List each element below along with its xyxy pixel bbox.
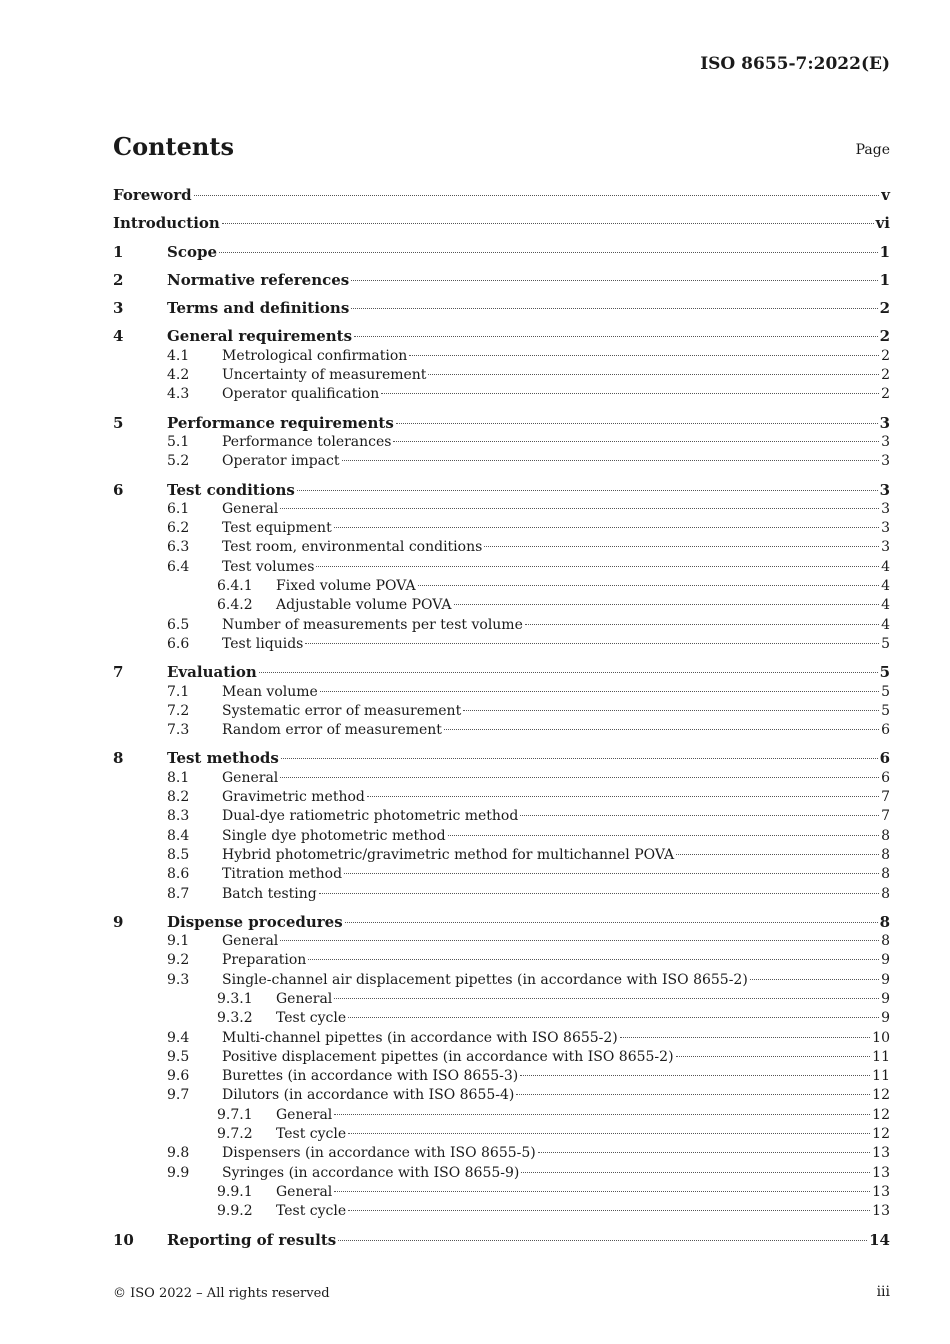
toc-entry[interactable] bbox=[113, 414, 890, 433]
toc-entry-number: 9.8 bbox=[167, 1145, 190, 1162]
toc-entry-title[interactable]: Batch testing bbox=[222, 885, 317, 902]
toc-entry-number: 10 bbox=[113, 1230, 134, 1249]
toc-entry-number: 9.5 bbox=[167, 1048, 190, 1065]
toc-entry-page[interactable]: 9 bbox=[881, 1010, 890, 1027]
dot-leader bbox=[334, 1191, 870, 1192]
toc-entry[interactable] bbox=[113, 299, 890, 318]
toc-entry-title[interactable]: Uncertainty of measurement bbox=[222, 367, 427, 384]
toc-entry[interactable] bbox=[113, 558, 890, 577]
toc-entry-title[interactable]: Systematic error of measurement bbox=[222, 702, 462, 719]
toc-entry-title[interactable]: Syringes (in accordance with ISO 8655-9) bbox=[222, 1164, 520, 1181]
toc-entry[interactable] bbox=[113, 596, 890, 615]
toc-entry[interactable] bbox=[113, 1086, 890, 1105]
contents-heading: Contents bbox=[113, 132, 234, 161]
dot-leader bbox=[393, 441, 879, 442]
dot-leader bbox=[367, 796, 879, 797]
toc-entry-page[interactable]: 1 bbox=[879, 242, 890, 261]
toc-entry-title[interactable]: Performance tolerances bbox=[222, 433, 392, 450]
toc-entry-page[interactable]: 7 bbox=[881, 808, 890, 825]
toc-entry-page[interactable]: 13 bbox=[872, 1164, 890, 1181]
toc-entry[interactable] bbox=[113, 885, 890, 904]
toc-entry-number: 6.5 bbox=[167, 616, 190, 633]
dot-leader bbox=[345, 922, 878, 923]
toc-entry-page[interactable]: 13 bbox=[872, 1145, 890, 1162]
toc-entry[interactable] bbox=[113, 913, 890, 932]
toc-entry[interactable] bbox=[113, 1048, 890, 1067]
toc-entry-title[interactable]: Preparation bbox=[222, 952, 307, 969]
toc-entry-page[interactable]: 12 bbox=[872, 1106, 890, 1123]
toc-entry[interactable] bbox=[113, 243, 890, 262]
toc-entry-page[interactable]: 2 bbox=[879, 299, 890, 318]
toc-entry[interactable] bbox=[113, 347, 890, 366]
toc-entry[interactable] bbox=[113, 721, 890, 740]
dot-leader bbox=[454, 604, 880, 605]
toc-entry-title[interactable]: Normative references bbox=[167, 270, 350, 289]
dot-leader bbox=[463, 710, 879, 711]
toc-entry-title[interactable]: Dilutors (in accordance with ISO 8655-4) bbox=[222, 1087, 515, 1104]
toc-entry[interactable] bbox=[113, 951, 890, 970]
toc-entry-number: 5 bbox=[113, 413, 124, 432]
toc-entry-number: 9.7.1 bbox=[217, 1106, 253, 1123]
toc-entry-number: 6.4.2 bbox=[217, 597, 253, 614]
toc-entry-page[interactable]: 4 bbox=[881, 616, 890, 633]
dot-leader bbox=[348, 1133, 870, 1134]
toc-entry-title[interactable]: Dual-dye ratiometric photometric method bbox=[222, 808, 519, 825]
dot-leader bbox=[620, 1037, 870, 1038]
dot-leader bbox=[316, 566, 879, 567]
dot-leader bbox=[396, 423, 878, 424]
toc-entry-page[interactable]: 11 bbox=[872, 1048, 890, 1065]
dot-leader bbox=[351, 308, 877, 309]
toc-entry-number: 8.6 bbox=[167, 866, 190, 883]
toc-entry-page[interactable]: 8 bbox=[881, 827, 890, 844]
dot-leader bbox=[344, 873, 879, 874]
toc-entry-page[interactable]: 3 bbox=[881, 453, 890, 470]
toc-entry-title[interactable]: Test room, environmental conditions bbox=[222, 539, 483, 556]
toc-entry-page[interactable]: 3 bbox=[881, 520, 890, 537]
toc-entry-number: 6.6 bbox=[167, 635, 190, 652]
dot-leader bbox=[418, 585, 880, 586]
toc-entry[interactable] bbox=[113, 769, 890, 788]
toc-entry-number: 6.2 bbox=[167, 520, 190, 537]
toc-entry-number: 9.4 bbox=[167, 1029, 190, 1046]
toc-entry-page[interactable]: 8 bbox=[881, 846, 890, 863]
toc-entry[interactable] bbox=[113, 327, 890, 346]
toc-entry-page[interactable]: 4 bbox=[881, 597, 890, 614]
toc-entry[interactable] bbox=[113, 481, 890, 500]
toc-entry-title[interactable]: Dispensers (in accordance with ISO 8655-5) bbox=[222, 1145, 536, 1162]
toc-entry-title[interactable]: General bbox=[222, 933, 279, 950]
toc-entry-number: 1 bbox=[113, 242, 124, 261]
dot-leader bbox=[259, 672, 878, 673]
dot-leader bbox=[280, 940, 879, 941]
dot-leader bbox=[194, 195, 880, 196]
toc-entry[interactable] bbox=[113, 616, 890, 635]
toc-entry-page[interactable]: 3 bbox=[881, 433, 890, 450]
toc-entry-title[interactable]: General requirements bbox=[167, 327, 353, 346]
toc-entry-page[interactable]: 3 bbox=[881, 539, 890, 556]
toc-entry-number: 8.5 bbox=[167, 846, 190, 863]
toc-entry[interactable] bbox=[113, 788, 890, 807]
toc-entry[interactable] bbox=[113, 865, 890, 884]
toc-entry-page[interactable]: 2 bbox=[881, 367, 890, 384]
toc-entry-page[interactable]: 13 bbox=[872, 1183, 890, 1200]
toc-entry-title[interactable]: General bbox=[276, 1106, 333, 1123]
toc-entry-number: 6.4 bbox=[167, 558, 190, 575]
toc-entry[interactable] bbox=[113, 452, 890, 471]
toc-entry-page[interactable]: 8 bbox=[881, 866, 890, 883]
toc-entry-number: 6.4.1 bbox=[217, 578, 253, 595]
toc-entry-title[interactable]: General bbox=[222, 769, 279, 786]
dot-leader bbox=[516, 1094, 870, 1095]
dot-leader bbox=[444, 729, 879, 730]
toc-entry-page[interactable]: 6 bbox=[881, 769, 890, 786]
toc-entry-title[interactable]: Terms and definitions bbox=[167, 299, 350, 318]
toc-entry-number: 6 bbox=[113, 480, 124, 499]
toc-entry[interactable] bbox=[113, 385, 890, 404]
toc-entry[interactable] bbox=[113, 663, 890, 682]
toc-entry-number: 8.4 bbox=[167, 827, 190, 844]
toc-entry-number: 8.1 bbox=[167, 769, 190, 786]
dot-leader bbox=[354, 336, 878, 337]
toc-entry-number: 7.3 bbox=[167, 722, 190, 739]
toc-entry-number: 8.7 bbox=[167, 885, 190, 902]
table-of-contents bbox=[113, 186, 890, 1250]
toc-entry-page[interactable]: 9 bbox=[881, 971, 890, 988]
toc-entry-number: 4.3 bbox=[167, 386, 190, 403]
dot-leader bbox=[320, 691, 879, 692]
toc-entry-number: 9 bbox=[113, 912, 124, 931]
dot-leader bbox=[348, 1210, 870, 1211]
toc-entry-page[interactable]: 5 bbox=[879, 663, 890, 682]
toc-entry-title[interactable]: Test conditions bbox=[167, 480, 295, 499]
toc-entry-title[interactable]: Single dye photometric method bbox=[222, 827, 446, 844]
toc-entry[interactable] bbox=[113, 1164, 890, 1183]
toc-entry-title[interactable]: General bbox=[222, 500, 279, 517]
toc-entry-title[interactable]: Metrological confirmation bbox=[222, 347, 408, 364]
toc-entry-number: 8 bbox=[113, 749, 124, 768]
dot-leader bbox=[280, 508, 879, 509]
page-column-label: Page bbox=[855, 142, 890, 158]
toc-entry-title[interactable]: Mean volume bbox=[222, 683, 318, 700]
toc-entry[interactable] bbox=[113, 1106, 890, 1125]
toc-entry-page[interactable]: v bbox=[881, 186, 890, 204]
toc-entry-number: 8.2 bbox=[167, 789, 190, 806]
toc-entry-title[interactable]: Single-channel air displacement pipettes (in accordance with ISO 8655-2) bbox=[222, 971, 748, 988]
toc-entry-page[interactable]: 6 bbox=[881, 722, 890, 739]
toc-entry[interactable] bbox=[113, 1029, 890, 1048]
toc-entry-number: 9.2 bbox=[167, 952, 190, 969]
toc-entry-page[interactable]: 1 bbox=[879, 270, 890, 289]
toc-entry-number: 9.9.2 bbox=[217, 1203, 253, 1220]
toc-entry-title[interactable]: Operator qualification bbox=[222, 386, 380, 403]
dot-leader bbox=[280, 777, 879, 778]
toc-entry-page[interactable]: vi bbox=[875, 214, 890, 233]
toc-entry[interactable] bbox=[113, 635, 890, 654]
toc-entry[interactable] bbox=[113, 500, 890, 519]
dot-leader bbox=[334, 998, 879, 999]
toc-entry-title[interactable]: Multi-channel pipettes (in accordance with ISO 8655-2) bbox=[222, 1029, 618, 1046]
dot-leader bbox=[305, 643, 879, 644]
toc-entry-number: 9.9.1 bbox=[217, 1183, 253, 1200]
dot-leader bbox=[520, 815, 879, 816]
toc-entry-page[interactable]: 10 bbox=[872, 1029, 890, 1046]
toc-entry-title[interactable]: Test liquids bbox=[222, 635, 304, 652]
toc-entry-number: 8.3 bbox=[167, 808, 190, 825]
toc-entry[interactable] bbox=[113, 214, 890, 233]
toc-entry[interactable] bbox=[113, 538, 890, 557]
toc-entry[interactable] bbox=[113, 186, 890, 205]
dot-leader bbox=[409, 355, 879, 356]
toc-entry[interactable] bbox=[113, 1125, 890, 1144]
toc-entry-page[interactable]: 2 bbox=[881, 386, 890, 403]
toc-entry-title[interactable]: Reporting of results bbox=[167, 1230, 337, 1249]
dot-leader bbox=[381, 393, 879, 394]
toc-entry-page[interactable]: 2 bbox=[879, 327, 890, 346]
toc-entry-page[interactable]: 4 bbox=[881, 578, 890, 595]
toc-entry-title[interactable]: Evaluation bbox=[167, 663, 257, 682]
toc-entry-page[interactable]: 5 bbox=[881, 635, 890, 652]
dot-leader bbox=[750, 979, 879, 980]
toc-entry-number: 5.1 bbox=[167, 433, 190, 450]
toc-entry[interactable] bbox=[113, 1231, 890, 1250]
toc-entry-number: 4 bbox=[113, 327, 124, 346]
toc-entry-title[interactable]: Test cycle bbox=[276, 1010, 347, 1027]
toc-entry-title[interactable]: Titration method bbox=[222, 866, 343, 883]
toc-entry-page[interactable]: 9 bbox=[881, 990, 890, 1007]
toc-entry[interactable] bbox=[113, 1009, 890, 1028]
dot-leader bbox=[348, 1017, 879, 1018]
dot-leader bbox=[521, 1172, 870, 1173]
toc-entry-title[interactable]: Test methods bbox=[167, 749, 279, 768]
toc-entry-page[interactable]: 8 bbox=[879, 912, 890, 931]
dot-leader bbox=[484, 546, 879, 547]
page-number: iii bbox=[876, 1284, 890, 1300]
dot-leader bbox=[338, 1240, 867, 1241]
toc-entry[interactable] bbox=[113, 1067, 890, 1086]
toc-entry-title[interactable]: Operator impact bbox=[222, 453, 340, 470]
toc-entry-number: 9.6 bbox=[167, 1068, 190, 1085]
toc-entry-number: 9.3 bbox=[167, 971, 190, 988]
toc-entry-number: 5.2 bbox=[167, 453, 190, 470]
toc-entry-page[interactable]: 6 bbox=[879, 749, 890, 768]
dot-leader bbox=[334, 527, 879, 528]
toc-entry-page[interactable]: 8 bbox=[881, 885, 890, 902]
dot-leader bbox=[308, 959, 879, 960]
dot-leader bbox=[538, 1152, 870, 1153]
dot-leader bbox=[448, 835, 880, 836]
toc-entry[interactable] bbox=[113, 366, 890, 385]
toc-entry[interactable] bbox=[113, 971, 890, 990]
toc-entry[interactable] bbox=[113, 807, 890, 826]
toc-entry[interactable] bbox=[113, 577, 890, 596]
toc-entry-title[interactable]: Hybrid photometric/gravimetric method for multichannel POVA bbox=[222, 846, 675, 863]
toc-entry-number: 7.2 bbox=[167, 702, 190, 719]
copyright-notice: © ISO 2022 – All rights reserved bbox=[113, 1286, 330, 1301]
toc-entry[interactable] bbox=[113, 749, 890, 768]
toc-entry[interactable] bbox=[113, 683, 890, 702]
toc-entry[interactable] bbox=[113, 519, 890, 538]
toc-entry-title[interactable]: Foreword bbox=[113, 186, 192, 204]
toc-entry-title[interactable]: Test equipment bbox=[222, 520, 332, 537]
toc-entry-page[interactable]: 8 bbox=[881, 933, 890, 950]
toc-entry-number: 9.7 bbox=[167, 1087, 190, 1104]
toc-entry-number: 9.1 bbox=[167, 933, 190, 950]
toc-entry-title[interactable]: Fixed volume POVA bbox=[276, 578, 416, 595]
toc-entry-title[interactable]: General bbox=[276, 990, 333, 1007]
toc-entry-title[interactable]: Test volumes bbox=[222, 558, 315, 575]
toc-entry[interactable] bbox=[113, 827, 890, 846]
toc-entry-number: 6.1 bbox=[167, 500, 190, 517]
toc-entry-title[interactable]: Positive displacement pipettes (in accordance with ISO 8655-2) bbox=[222, 1048, 674, 1065]
toc-entry[interactable] bbox=[113, 1202, 890, 1221]
toc-entry-page[interactable]: 3 bbox=[879, 480, 890, 499]
toc-entry-title[interactable]: Test cycle bbox=[276, 1203, 347, 1220]
toc-entry-title[interactable]: General bbox=[276, 1183, 333, 1200]
toc-entry-page[interactable]: 7 bbox=[881, 789, 890, 806]
toc-entry-number: 9.3.2 bbox=[217, 1010, 253, 1027]
toc-entry-number: 9.3.1 bbox=[217, 990, 253, 1007]
dot-leader bbox=[520, 1075, 870, 1076]
dot-leader bbox=[428, 374, 879, 375]
toc-entry-page[interactable]: 13 bbox=[872, 1203, 890, 1220]
toc-entry-page[interactable]: 12 bbox=[872, 1126, 890, 1143]
toc-entry-page[interactable]: 3 bbox=[879, 413, 890, 432]
toc-entry-number: 9.9 bbox=[167, 1164, 190, 1181]
dot-leader bbox=[297, 490, 878, 491]
dot-leader bbox=[676, 854, 879, 855]
toc-entry-number: 7.1 bbox=[167, 683, 190, 700]
dot-leader bbox=[676, 1056, 871, 1057]
toc-entry-number: 2 bbox=[113, 270, 124, 289]
toc-entry[interactable] bbox=[113, 1144, 890, 1163]
toc-entry-title[interactable]: Random error of measurement bbox=[222, 722, 442, 739]
toc-entry[interactable] bbox=[113, 846, 890, 865]
toc-entry-number: 4.2 bbox=[167, 367, 190, 384]
dot-leader bbox=[342, 460, 880, 461]
toc-entry-page[interactable]: 12 bbox=[872, 1087, 890, 1104]
toc-entry-page[interactable]: 4 bbox=[881, 558, 890, 575]
toc-entry-title[interactable]: Dispense procedures bbox=[167, 912, 343, 931]
toc-entry-title[interactable]: Adjustable volume POVA bbox=[276, 597, 452, 614]
toc-entry-title[interactable]: Gravimetric method bbox=[222, 789, 365, 806]
dot-leader bbox=[351, 280, 877, 281]
toc-entry-page[interactable]: 5 bbox=[881, 702, 890, 719]
toc-entry-page[interactable]: 9 bbox=[881, 952, 890, 969]
toc-entry-title[interactable]: Introduction bbox=[113, 214, 220, 233]
toc-entry-title[interactable]: Number of measurements per test volume bbox=[222, 616, 523, 633]
toc-entry-number: 3 bbox=[113, 299, 124, 318]
toc-entry-number: 9.7.2 bbox=[217, 1126, 253, 1143]
toc-entry-page[interactable]: 3 bbox=[881, 500, 890, 517]
toc-entry[interactable] bbox=[113, 702, 890, 721]
toc-entry-page[interactable]: 11 bbox=[872, 1068, 890, 1085]
toc-entry-title[interactable]: Test cycle bbox=[276, 1126, 347, 1143]
toc-entry-title[interactable]: Performance requirements bbox=[167, 413, 394, 432]
document-id: ISO 8655-7:2022(E) bbox=[700, 54, 890, 74]
toc-entry-number: 7 bbox=[113, 663, 124, 682]
dot-leader bbox=[222, 223, 874, 224]
toc-entry[interactable] bbox=[113, 932, 890, 951]
toc-entry-title[interactable]: Scope bbox=[167, 242, 218, 261]
toc-entry-page[interactable]: 5 bbox=[881, 683, 890, 700]
toc-entry[interactable] bbox=[113, 271, 890, 290]
dot-leader bbox=[319, 893, 879, 894]
dot-leader bbox=[219, 252, 878, 253]
toc-entry-title[interactable]: Burettes (in accordance with ISO 8655-3) bbox=[222, 1068, 519, 1085]
toc-entry-page[interactable]: 2 bbox=[881, 347, 890, 364]
toc-entry[interactable] bbox=[113, 433, 890, 452]
dot-leader bbox=[281, 758, 878, 759]
toc-entry[interactable] bbox=[113, 990, 890, 1009]
toc-entry-number: 4.1 bbox=[167, 347, 190, 364]
toc-entry[interactable] bbox=[113, 1183, 890, 1202]
dot-leader bbox=[334, 1114, 870, 1115]
dot-leader bbox=[525, 624, 879, 625]
toc-entry-number: 6.3 bbox=[167, 539, 190, 556]
toc-entry-page[interactable]: 14 bbox=[869, 1230, 890, 1249]
